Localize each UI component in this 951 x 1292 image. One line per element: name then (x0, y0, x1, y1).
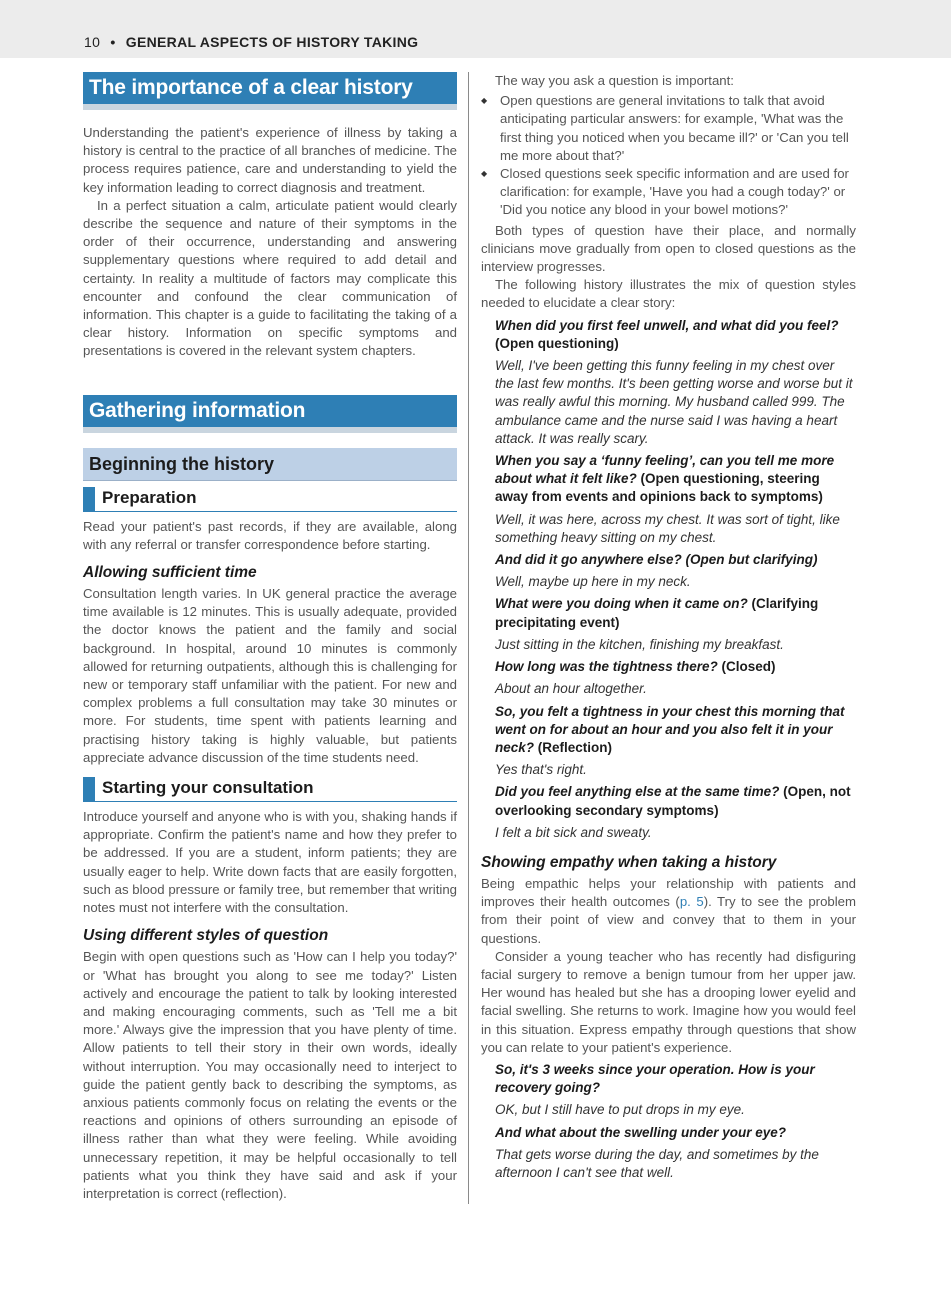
heading-gathering: Gathering information (83, 395, 457, 433)
dialogue-answer: About an hour altogether. (495, 681, 647, 697)
running-header-text (84, 34, 418, 50)
heading-empathy: Showing empathy when taking a history (481, 853, 777, 871)
question-text: When you say a ‘funny feeling’, can you tell me more about what it felt like? (495, 453, 835, 487)
allowing-paragraph: Consultation length varies. In UK general practice the average time available is 12 minutes. This is usually adequate, provided the doctor knows the patient and the family and social background. In hospital, around 10 minutes is commonly allowed for returning outpatients, although this is challenging for new or temporary staff unfamiliar with the patient. For new and complex problems a full consultation may take 30 minutes or more. For students, time spent with patients learning and practising history taking is highly valuable, but patients appreciate advance discussion of the time students need. (83, 586, 457, 765)
dialogue-question (495, 703, 856, 758)
way-paragraph: The way you ask a question is important: (495, 73, 734, 88)
empathy-paragraph-2: Consider a young teacher who has recently had disfiguring facial surgery to remove a benign tumour from her upper jaw. Her wound has healed but she has a drooping lower eyelid and facial swelling. She returns to work. Imagine how you would feel in this situation. Express empathy through questions that show you can relate to your patient's experience. (481, 948, 856, 1055)
dialogue-answer: Well, maybe up here in my neck. (495, 574, 691, 590)
header-bullet: • (110, 34, 116, 50)
styles-paragraph: Begin with open questions such as 'How can I help you today?' or 'What has brought you along to see me today?' Listen actively and encourage the patient to talk by looking interested and making encouraging comments, such as 'Tell me a bit more.' Always give the impression that you have plenty of time. Allow patients to tell their story in their own words, ideally without interruption. You may occasionally need to interject to guide the patient gently back to describing the symptoms, as anxious patients commonly focus on relating the events or the reactions and opinions of others surrounding an episode of illness rather than what they were feeling. While avoiding unnecessary repetition, it may be helpful occasionally to tell patients what you think they have said and ask if your interpretation is correct (reflection). (83, 949, 457, 1201)
dialogue-question (495, 551, 856, 569)
dialogue-answer: Just sitting in the kitchen, finishing my breakfast. (495, 636, 784, 652)
empathy-text: ). Try to see the problem from their point of view and convey that to them in your questions. (481, 894, 856, 946)
running-title: GENERAL ASPECTS OF HISTORY TAKING (125, 34, 419, 50)
dialogue-question: So, it's 3 weeks since your operation. How is your recovery going? (495, 1061, 815, 1096)
heading-preparation: Preparation (83, 487, 457, 512)
following-paragraph: The following history illustrates the mix of question styles needed to elucidate a clear story: (481, 277, 856, 311)
question-note: (Clarifying precipitating event) (495, 596, 819, 630)
list-item: ◆ Closed questions seek specific information and are used for clarification: for example, 'Have you had a cough today?' or 'Did you notice any blood in your bowel motions?' (481, 165, 856, 220)
heading-styles: Using different styles of question (83, 927, 329, 945)
both-types-paragraph: Both types of question have their place, and normally clinicians move gradually from open to closed questions as the interview progresses. (481, 222, 856, 275)
question-note: (Open, not overlooking secondary symptoms) (495, 784, 851, 818)
dialogue-question (495, 658, 856, 676)
dialogue-question (495, 595, 856, 631)
list-item: ◆ Open questions are general invitations to talk that avoid anticipating particular answers: for example, 'What was the first thing you noticed when you became ill?' or 'Can you tell me more about that?' (481, 92, 856, 165)
empathy-paragraph-1 (481, 875, 856, 948)
dialogue-answer: Well, it was here, across my chest. It was sort of tight, like something heavy sitting on my chest. (495, 511, 840, 545)
dialogue-answer: Well, I've been getting this funny feeling in my chest over the last few months. It's been getting worse and worse but it was really awful this morning. My husband called 999. The ambulance came and the nurse said I was having a heart attack. It was really scary. (495, 358, 853, 446)
preparation-paragraph: Read your patient's past records, if they are available, along with any referral or transfer correspondence before starting. (83, 518, 457, 552)
empathy-dialogue (495, 1061, 856, 1182)
right-column (481, 72, 856, 1182)
question-note: (Open questioning, steering away from events and opinions back to symptoms) (495, 471, 823, 505)
empathy-text: Being empathic helps your relationship with patients and improves their health outcomes ( (481, 875, 856, 910)
question-note: (Reflection) (534, 739, 613, 755)
page-reference-link[interactable]: p. 5 (679, 894, 704, 910)
question-types-list (481, 92, 856, 219)
heading-beginning: Beginning the history (83, 448, 457, 481)
dialogue-answer: That gets worse during the day, and sometimes by the afternoon I can't see that well. (495, 1146, 819, 1180)
history-dialogue (495, 317, 856, 842)
page-number: 10 (84, 34, 101, 50)
importance-paragraph-2: In a perfect situation a calm, articulate patient would clearly describe the sequence and nature of their symptoms in the order of their occurrence, understanding and answering supplementary questions where required to add detail and certainty. In reality a multitude of factors may complicate this encounter and confound the clear communication of information. This chapter is a guide to facilitating the taking of a clear history. Information on specific symptoms and presentations is covered in the relevant system chapters. (83, 197, 457, 359)
importance-paragraph-1: Understanding the patient's experience of illness by taking a history is central to the practice of all branches of medicine. The process requires patience, care and understanding to yield the key information leading to correct diagnosis and treatment. (83, 125, 457, 195)
question-text: What were you doing when it came on? (495, 596, 748, 612)
dialogue-question: And what about the swelling under your eye? (495, 1124, 787, 1140)
question-text: How long was the tightness there? (495, 659, 718, 675)
question-text: Did you feel anything else at the same time? (495, 784, 780, 800)
question-note: (Closed) (717, 659, 776, 675)
column-divider (468, 72, 469, 1204)
dialogue-question (495, 452, 856, 507)
starting-paragraph: Introduce yourself and anyone who is with you, shaking hands if appropriate. Confirm the patient's name and how they prefer to be addressed. If you are a student, inform patients; they are usually eager to help. Write down facts that are easily forgotten, such as blood pressure or family tree, but remember that writing notes must not interfere with the consultation. (83, 809, 457, 916)
dialogue-answer: OK, but I still have to put drops in my eye. (495, 1102, 745, 1118)
dialogue-answer: I felt a bit sick and sweaty. (495, 824, 652, 840)
running-header (0, 0, 951, 58)
dialogue-question (495, 317, 856, 353)
heading-importance: The importance of a clear history (83, 72, 457, 110)
question-text: So, you felt a tightness in your chest this morning that went on for about an hour and you also felt it in your neck? (495, 703, 845, 755)
left-column (83, 72, 457, 1203)
heading-starting: Starting your consultation (83, 777, 457, 802)
dialogue-answer: Yes that's right. (495, 762, 587, 778)
question-text: When did you first feel unwell, and what did you feel? (495, 317, 839, 333)
question-note: (Open questioning) (495, 335, 619, 351)
question-text: And did it go anywhere else? (Open but clarifying) (495, 552, 818, 568)
dialogue-question (495, 783, 856, 819)
heading-allowing-time: Allowing sufficient time (83, 564, 257, 582)
